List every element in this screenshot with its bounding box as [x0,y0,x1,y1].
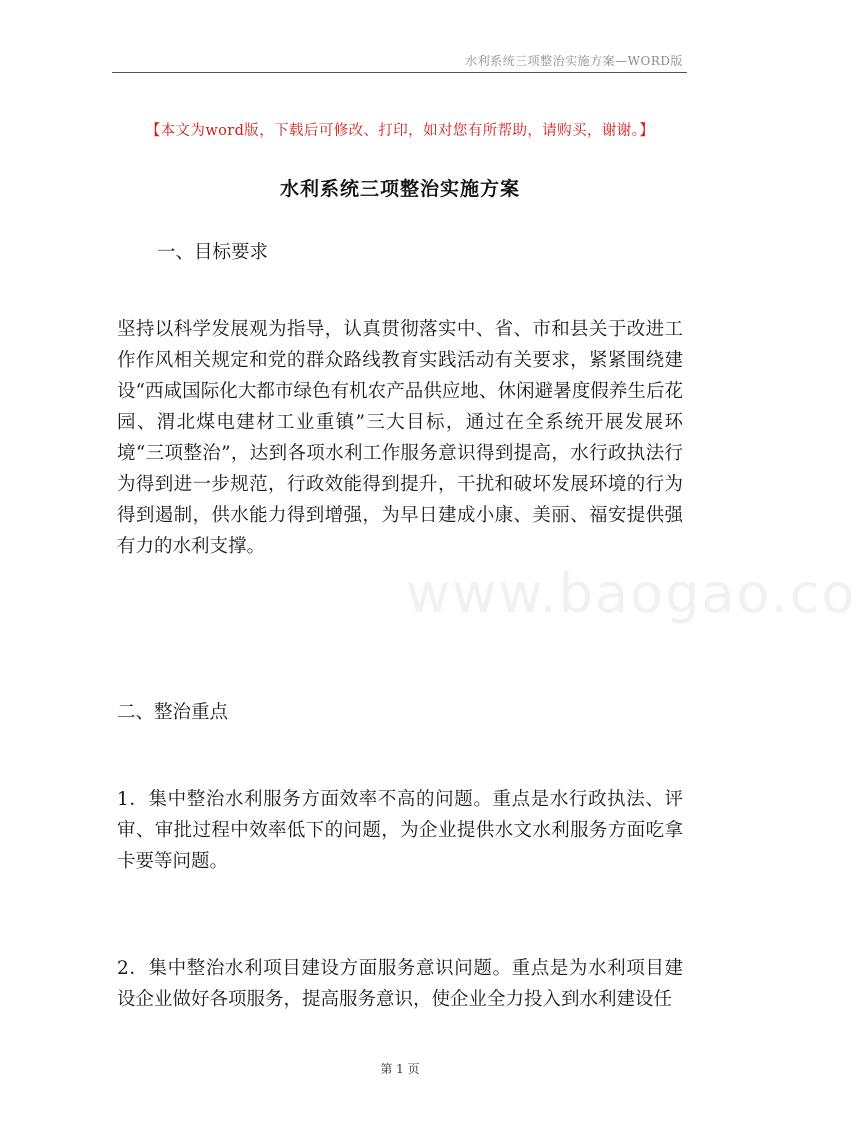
paragraph-focus-1: 1．集中整治水利服务方面效率不高的问题。重点是水行政执法、评审、审批过程中效率低下的问题，为企业提供水文水利服务方面吃拿卡要等问题。 [117,789,683,872]
section-heading-focus: 二、整治重点 [117,702,229,723]
purchase-notice: 【本文为word版，下载后可修改、打印，如对您有所帮助，请购买，谢谢。】 [145,123,655,139]
paragraph-focus-2: 2．集中整治水利项目建设方面服务意识问题。重点是为水利项目建设企业做好各项服务，提高服务意识，使企业全力投入到水利建设任 [117,958,683,1010]
header-rule [112,72,687,73]
paragraph-goals: 坚持以科学发展观为指导，认真贯彻落实中、省、市和县关于改进工作作风相关规定和党的群众路线教育实践活动有关要求，紧紧围绕建设“西咸国际化大都市绿色有机农产品供应地、休闲避暑度假养生后花园、渭北煤电建材工业重镇”三大目标，通过在全系统开展发展环境“三项整治”，达到各项水利工作服务意识得到提高，水行政执法行为得到进一步规范，行政效能得到提升，干扰和破坏发展环境的行为得到遏制，供水能力得到增强，为早日建成小康、美丽、福安提供强有力的水利支撑。 [117,319,683,557]
page-number: 第 1 页 [380,1062,420,1076]
running-header: 水利系统三项整治实施方案—WORD版 [465,54,683,68]
document-title: 水利系统三项整治实施方案 [279,178,520,200]
section-heading-goals: 一、目标要求 [157,242,269,263]
watermark: www.baogao.co [406,562,856,625]
